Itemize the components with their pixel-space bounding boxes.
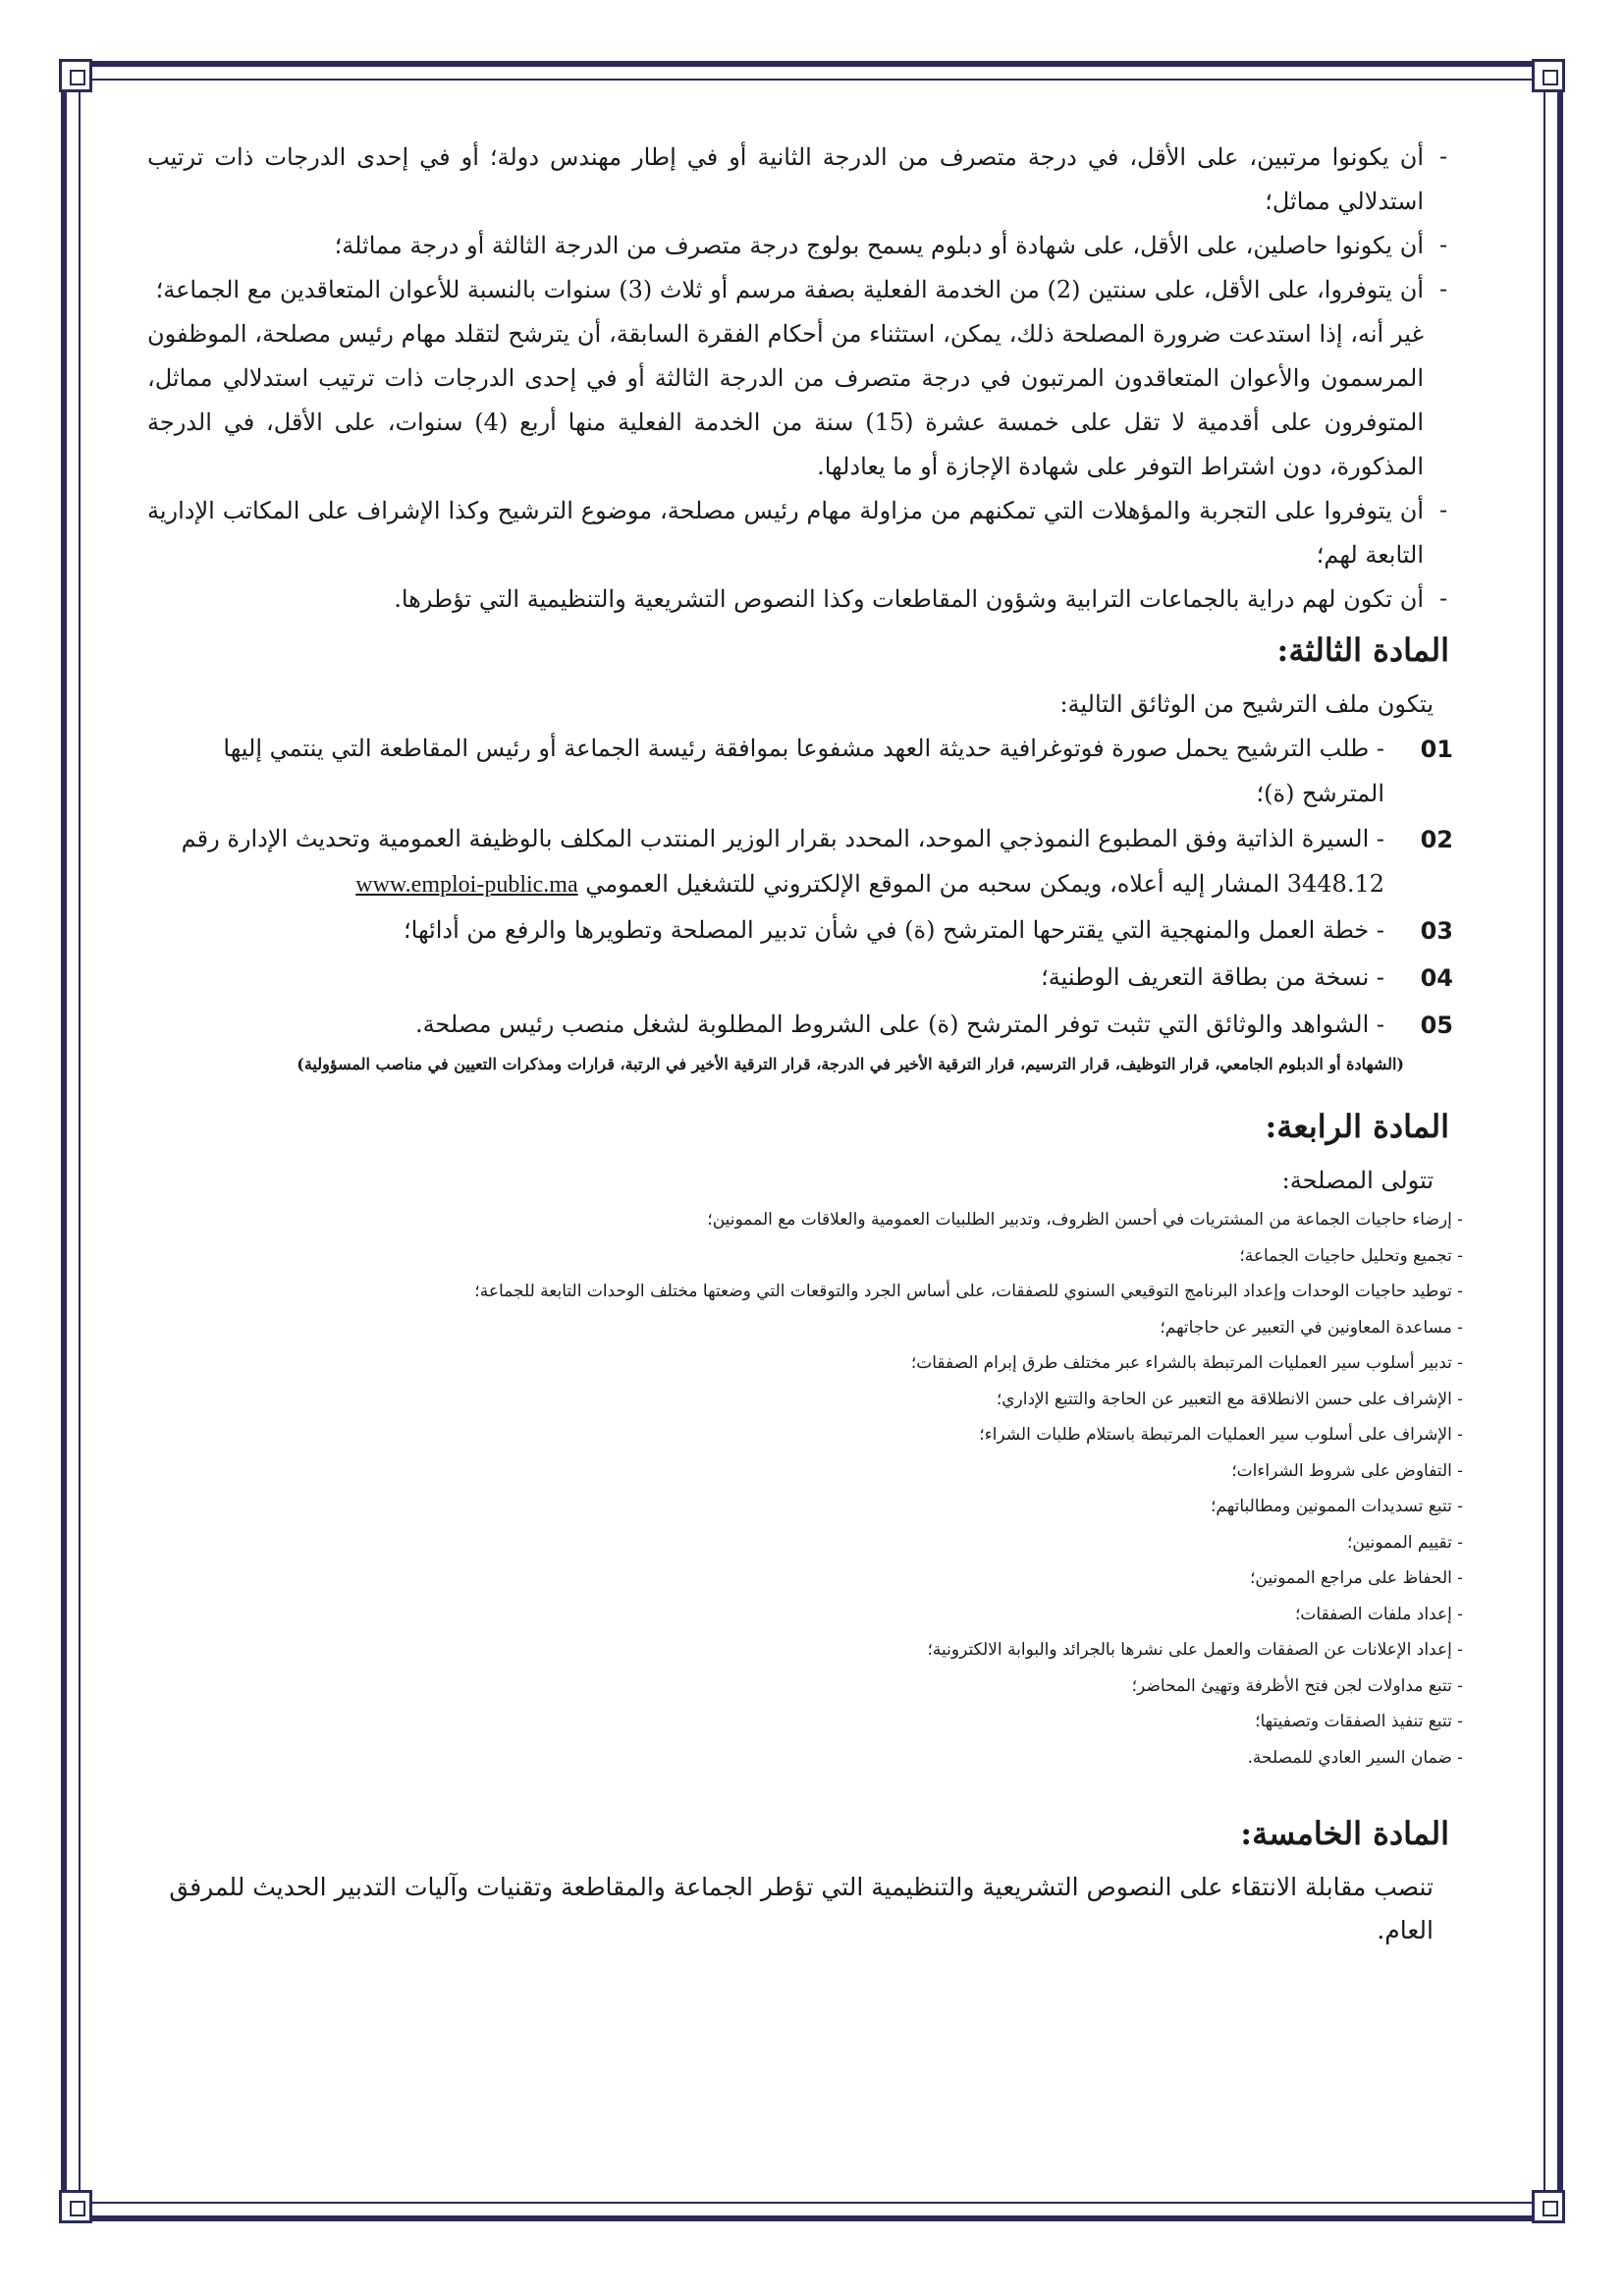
article3-note: (الشهادة أو الدبلوم الجامعي، قرار التوظيف، قرار الترسيم، قرار الترقية الأخير في الدرجة، قرار الترقية الأخير في الرتبة، قرارات ومذكرات التعيين في مناصب المسؤولية) — [297, 1055, 1404, 1073]
item-number: 04 — [1420, 964, 1453, 992]
conditions-list — [147, 136, 1463, 622]
condition-item — [147, 268, 1463, 312]
dash-marker: - — [1438, 231, 1448, 258]
article3-intro: يتكون ملف الترشيح من الوثائق التالية: — [1059, 690, 1434, 718]
condition-item — [147, 489, 1463, 577]
dash-marker: - — [1438, 584, 1448, 612]
item-text: - نسخة من بطاقة التعريف الوطنية؛ — [1041, 963, 1384, 991]
task-item: - تدبير أسلوب سير العمليات المرتبطة بالشراء عبر مختلف طرق إبرام الصفقات؛ — [910, 1353, 1463, 1373]
task-item: - ضمان السير العادي للمصلحة. — [1247, 1747, 1463, 1768]
corner-ornament-icon — [1532, 59, 1565, 92]
task-item: - تتبع تسديدات الممونين ومطالباتهم؛ — [1211, 1497, 1463, 1516]
corner-ornament-icon — [59, 2190, 92, 2223]
item-number: 02 — [1420, 826, 1453, 853]
document-item — [147, 726, 1463, 816]
article4-title: المادة الرابعة: — [1265, 1108, 1449, 1145]
condition-text: أن تكون لهم دراية بالجماعات الترابية وشؤون المقاطعات وكذا النصوص التشريعية والتنظيمية التي تؤطرها. — [394, 585, 1424, 613]
task-item: - إعداد ملفات الصفقات؛ — [1295, 1604, 1463, 1624]
dash-marker: - — [1438, 142, 1448, 170]
exception-paragraph-row — [147, 312, 1463, 489]
condition-text: أن يتوفروا، على الأقل، على سنتين (2) من الخدمة الفعلية بصفة مرسم أو ثلاث (3) سنوات بالنسبة للأعوان المتعاقدين مع الجماعة؛ — [155, 276, 1424, 303]
condition-text: أن يكونوا حاصلين، على الأقل، على شهادة أو دبلوم يسمح بولوج درجة متصرف من الدرجة الثالثة أو درجة مماثلة؛ — [334, 232, 1424, 259]
item-number: 03 — [1420, 917, 1453, 945]
tasks-list — [147, 1202, 1463, 1776]
dash-marker: - — [1438, 275, 1448, 302]
task-item: - إرضاء حاجيات الجماعة من المشتريات في أحسن الظروف، وتدبير الطلبيات العمومية والعلاقات مع الممونين؛ — [707, 1210, 1463, 1230]
task-item: - الحفاظ على مراجع الممونين؛ — [1250, 1568, 1463, 1588]
task-item: - تتبع مداولات لجن فتح الأظرفة وتهيئ المحاضر؛ — [1131, 1675, 1463, 1696]
task-item: - مساعدة المعاونين في التعبير عن حاجاتهم؛ — [1160, 1317, 1463, 1338]
task-item: - تتبع تنفيذ الصفقات وتصفيتها؛ — [1255, 1712, 1463, 1731]
item-number: 05 — [1420, 1011, 1453, 1039]
item-text: - خطة العمل والمنهجية التي يقترحها المترشح (ة) في شأن تدبير المصلحة وتطويرها والرفع من أدائها؛ — [404, 916, 1384, 944]
task-item: - تجميع وتحليل حاجيات الجماعة؛ — [1239, 1245, 1463, 1266]
document-item — [147, 816, 1463, 907]
item-text-wrap — [147, 816, 1384, 907]
document-item — [147, 1002, 1463, 1049]
document-body — [147, 136, 1463, 1952]
task-item: - التفاوض على شروط الشراءات؛ — [1231, 1460, 1463, 1481]
item-text: - الشواهد والوثائق التي تثبت توفر المترشح (ة) على الشروط المطلوبة لشغل منصب رئيس مصلحة. — [414, 1011, 1384, 1038]
item-text: - السيرة الذاتية وفق المطبوع النموذجي الموحد، المحدد بقرار الوزير المنتدب المكلف بالوظيفة العمومية وتحديث الإدارة رقم 3448.12 المشار إليه أعلاه، ويمكن سحبه من الموقع الإلكتروني للتشغيل العمومي — [181, 825, 1384, 898]
task-item: - الإشراف على أسلوب سير العمليات المرتبطة باستلام طلبات الشراء؛ — [979, 1425, 1463, 1445]
corner-ornament-icon — [1532, 2190, 1565, 2223]
dash-marker: - — [1438, 496, 1448, 523]
condition-item — [147, 224, 1463, 268]
task-item: - تقييم الممونين؛ — [1346, 1532, 1463, 1553]
condition-text: أن يتوفروا على التجربة والمؤهلات التي تمكنهم من مزاولة مهام رئيس مصلحة، موضوع الترشيح وكذا الإشراف على المكاتب الإدارية التابعة لهم؛ — [147, 497, 1424, 569]
article4-intro: تتولى المصلحة: — [1281, 1167, 1434, 1194]
item-text: - طلب الترشيح يحمل صورة فوتوغرافية حديثة العهد مشفوعا بموافقة رئيسة الجماعة أو رئيس المقاطعة التي ينتمي إليها المترشح (ة)؛ — [223, 735, 1384, 807]
documents-list — [147, 726, 1463, 1049]
article5-title: المادة الخامسة: — [1240, 1815, 1449, 1852]
condition-text: أن يكونوا مرتبين، على الأقل، في درجة متصرف من الدرجة الثانية أو في إطار مهندس دولة؛ أو في إحدى الدرجات ذات ترتيب استدلالي مماثل؛ — [147, 143, 1424, 215]
item-number: 01 — [1420, 736, 1453, 763]
task-item: - توطيد حاجيات الوحدات وإعداد البرنامج التوقيعي السنوي للصفقات، على أساس الجرد والتوقعات التي وضعتها مختلف الوحدات التابعة للجماعة؛ — [474, 1282, 1463, 1301]
emploi-public-link[interactable]: www.emploi-public.ma — [355, 872, 578, 898]
document-item — [147, 907, 1463, 955]
exception-paragraph: غير أنه، إذا استدعت ضرورة المصلحة ذلك، يمكن، استثناء من أحكام الفقرة السابقة، أن يترشح لتقلد مهام رئيس مصلحة، الموظفون المرسمون والأعوان المتعاقدون المرتبون في درجة متصرف من الدرجة الثالثة أو في إحدى الدرجات ذات ترتيب استدلالي مماثل، المتوفرون على أقدمية لا تقل على خمسة عشرة (15) سنة من الخدمة الفعلية منها أربع (4) سنوات، على الأقل، في الدرجة المذكورة، دون اشتراط التوفر على شهادة الإجازة أو ما يعادلها. — [147, 320, 1425, 480]
document-item — [147, 955, 1463, 1002]
task-item: - الإشراف على حسن الانطلاقة مع التعبير عن الحاجة والتتبع الإداري؛ — [996, 1389, 1463, 1409]
article3-title: المادة الثالثة: — [1276, 631, 1449, 669]
task-item: - إعداد الإعلانات عن الصفقات والعمل على نشرها بالجرائد والبوابة الالكترونية؛ — [927, 1640, 1463, 1660]
article5-text: تنصب مقابلة الانتقاء على النصوص التشريعية والتنظيمية التي تؤطر الجماعة والمقاطعة وتقنيات وآليات التدبير الحديث للمرفق العام. — [169, 1873, 1434, 1944]
condition-item — [147, 136, 1463, 224]
corner-ornament-icon — [59, 59, 92, 92]
condition-item — [147, 577, 1463, 622]
